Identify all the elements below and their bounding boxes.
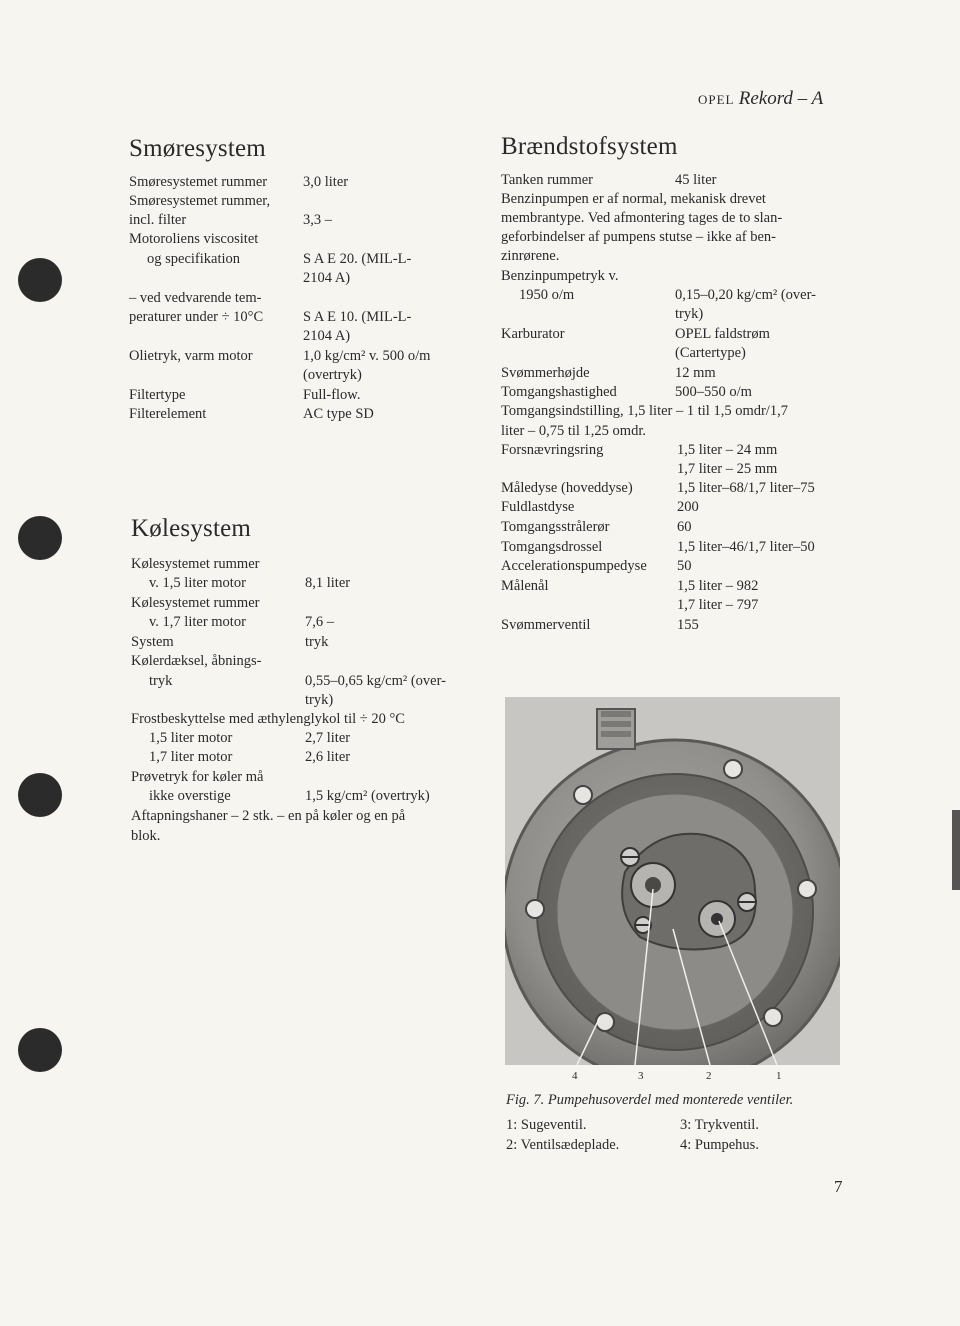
- spec-value: 1,5 liter–68/1,7 liter–75: [677, 480, 815, 496]
- page-number: 7: [834, 1177, 843, 1196]
- spec-value: 12 mm: [675, 365, 716, 381]
- spec-label: Tomgangsdrossel: [501, 539, 603, 555]
- binder-hole: [18, 1028, 62, 1072]
- spec-label: System: [131, 634, 174, 650]
- spec-label: Motoroliens viscositet: [129, 231, 259, 247]
- spec-label: v. 1,7 liter motor: [149, 614, 246, 630]
- spec-value: 2,7 liter: [305, 730, 351, 746]
- spec-value: 155: [677, 617, 699, 633]
- spec-value: 1,5 liter – 24 mm: [677, 442, 778, 458]
- figure-callout-3: 3: [638, 1070, 644, 1082]
- spec-value: (overtryk): [303, 367, 362, 383]
- spec-value: AC type SD: [303, 406, 374, 422]
- spec-value: 1,7 liter – 25 mm: [677, 461, 778, 477]
- spec-value: 500–550 o/m: [675, 384, 752, 400]
- pump-description: Benzinpumpen er af normal, mekanisk drevet: [501, 191, 766, 207]
- spec-value: 1,5 liter–46/1,7 liter–50: [677, 539, 815, 555]
- spec-label: Kølesystemet rummer: [131, 556, 260, 572]
- spec-label: Smøresystemet rummer,: [129, 193, 271, 209]
- binder-hole: [18, 516, 62, 560]
- spec-label: Svømmerhøjde: [501, 365, 590, 381]
- figure-callout-2: 2: [706, 1070, 712, 1082]
- figure-legend-item: 3: Trykventil.: [680, 1117, 759, 1133]
- spec-label: Målenål: [501, 578, 549, 594]
- spec-label: peraturer under ÷ 10°C: [129, 309, 264, 325]
- spec-label: – ved vedvarende tem-: [129, 290, 262, 306]
- spec-label: 1950 o/m: [519, 287, 575, 303]
- spec-value: (Cartertype): [675, 345, 746, 361]
- spec-value: 1,5 kg/cm² (overtryk): [305, 788, 430, 804]
- idle-setting: liter – 0,75 til 1,25 omdr.: [501, 423, 646, 439]
- spec-label: og specifikation: [147, 251, 241, 267]
- header-brand: OPEL: [698, 92, 735, 107]
- spec-label: Kølerdæksel, åbnings-: [131, 653, 262, 669]
- spec-label: ikke overstige: [149, 788, 231, 804]
- binder-hole: [18, 773, 62, 817]
- spec-label: Kølesystemet rummer: [131, 595, 260, 611]
- spec-label: Prøvetryk for køler må: [131, 769, 264, 785]
- spec-value: tryk): [675, 306, 704, 322]
- spec-label: Tomgangsstrålerør: [501, 519, 610, 535]
- section-title-fuel: Brændstofsystem: [501, 133, 678, 160]
- figure-legend-item: 1: Sugeventil.: [506, 1117, 587, 1133]
- spec-value: S A E 20. (MIL-L-: [303, 251, 412, 267]
- spec-value: 200: [677, 499, 699, 515]
- figure-callout-1: 1: [776, 1070, 782, 1082]
- section-title-lubrication: Smøresystem: [129, 135, 266, 162]
- spec-value: 3,3 –: [303, 212, 332, 228]
- spec-label: Filtertype: [129, 387, 186, 403]
- spec-value: Full-flow.: [303, 387, 361, 403]
- pump-description: zinrørene.: [501, 248, 560, 264]
- spec-value: tryk: [305, 634, 329, 650]
- spec-value: 45 liter: [675, 172, 717, 188]
- drain-note: blok.: [131, 828, 161, 844]
- spec-label: Karburator: [501, 326, 565, 342]
- spec-value: 2,6 liter: [305, 749, 351, 765]
- spec-label: 1,7 liter motor: [149, 749, 233, 765]
- spec-label: Forsnævringsring: [501, 442, 604, 458]
- spec-label: Tomgangshastighed: [501, 384, 617, 400]
- spec-label: incl. filter: [129, 212, 187, 228]
- spec-value: S A E 10. (MIL-L-: [303, 309, 412, 325]
- spec-value: 0,15–0,20 kg/cm² (over-: [675, 287, 816, 303]
- spec-value: 2104 A): [303, 270, 351, 286]
- spec-value: 3,0 liter: [303, 174, 349, 190]
- pump-housing-illustration: [505, 697, 840, 1065]
- pump-description: membrantype. Ved afmontering tages de to slan-: [501, 210, 783, 226]
- spec-label: v. 1,5 liter motor: [149, 575, 246, 591]
- spec-label: Frostbeskyttelse med æthylenglykol til ÷ 20 °C: [131, 711, 405, 727]
- spec-value: 1,7 liter – 797: [677, 597, 759, 613]
- spec-value: 1,0 kg/cm² v. 500 o/m: [303, 348, 431, 364]
- spec-value: OPEL faldstrøm: [675, 326, 770, 342]
- pump-housing-photo: [505, 697, 840, 1065]
- spec-label: Olietryk, varm motor: [129, 348, 253, 364]
- figure-legend-item: 4: Pumpehus.: [680, 1137, 759, 1153]
- spec-label: tryk: [149, 673, 173, 689]
- spec-value: 1,5 liter – 982: [677, 578, 759, 594]
- spec-label: Accelerationspumpedyse: [501, 558, 647, 574]
- spec-value: tryk): [305, 692, 334, 708]
- spec-label: Svømmerventil: [501, 617, 591, 633]
- figure-caption: Fig. 7. Pumpehusoverdel med monterede ventiler.: [506, 1092, 794, 1108]
- spec-label: Benzinpumpetryk v.: [501, 268, 619, 284]
- page-edge-mark: [952, 810, 960, 890]
- spec-value: 0,55–0,65 kg/cm² (over-: [305, 673, 446, 689]
- idle-setting: Tomgangsindstilling, 1,5 liter – 1 til 1,5 omdr/1,7: [501, 403, 788, 419]
- figure-legend-item: 2: Ventilsædeplade.: [506, 1137, 620, 1153]
- spec-label: Tanken rummer: [501, 172, 593, 188]
- spec-value: 7,6 –: [305, 614, 334, 630]
- spec-value: 60: [677, 519, 692, 535]
- spec-value: 8,1 liter: [305, 575, 351, 591]
- pump-description: geforbindelser af pumpens stutse – ikke af ben-: [501, 229, 777, 245]
- drain-note: Aftapningshaner – 2 stk. – en på køler og en på: [131, 808, 406, 824]
- spec-label: Fuldlastdyse: [501, 499, 575, 515]
- spec-value: 2104 A): [303, 328, 351, 344]
- section-title-cooling: Kølesystem: [131, 515, 252, 542]
- spec-label: 1,5 liter motor: [149, 730, 233, 746]
- running-head: [698, 88, 823, 110]
- figure-callout-4: 4: [572, 1070, 578, 1082]
- header-model: Rekord – A: [738, 88, 824, 109]
- spec-label: Måledyse (hoveddyse): [501, 480, 633, 496]
- spec-label: Smøresystemet rummer: [129, 174, 268, 190]
- spec-label: Filterelement: [129, 406, 207, 422]
- spec-value: 50: [677, 558, 692, 574]
- binder-hole: [18, 258, 62, 302]
